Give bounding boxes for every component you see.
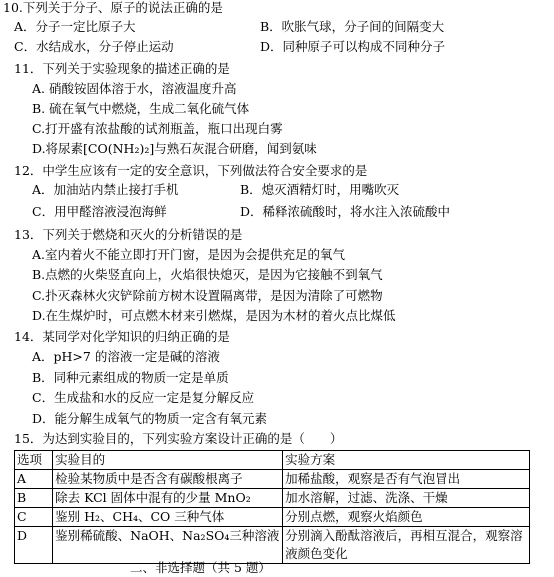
cutoff-section-heading (130, 560, 430, 577)
table-cell: 检验某物质中是否含有碳酸根离子 (53, 470, 283, 489)
table-row (15, 489, 530, 508)
table-cell: 加稀盐酸，观察是否有气泡冒出 (283, 470, 530, 489)
q13-option-a: A.室内着火不能立即打开门窗，是因为会提供充足的氧气 (32, 247, 346, 262)
q12-option-c: C．用甲醛溶液浸泡海鲜 (32, 204, 167, 219)
q13-option-b: B.点燃的火柴竖直向上，火焰很快熄灭，是因为它接触不到氧气 (32, 267, 383, 282)
q13-option-d: D.在生煤炉时，可点燃木材来引燃煤，是因为木材的着火点比煤低 (32, 308, 396, 323)
q10-option-c: C．水结成水，分子停止运动 (14, 39, 174, 54)
cutoff-text: 二、非选择题（共 5 题） (130, 560, 271, 575)
table-cell: 鉴别 H₂、CH₄、CO 三种气体 (53, 508, 283, 527)
table-cell: C (15, 508, 53, 527)
q11-option-a: A. 硝酸铵固体溶于水，溶液温度升高 (32, 81, 237, 96)
q14-option-d: D．能分解生成氧气的物质一定含有氧元素 (32, 411, 268, 426)
q14-stem: 14．某同学对化学知识的归纳正确的是 (14, 329, 230, 344)
q10-stem: 10.下列关于分子、原子的说法正确的是 (3, 0, 223, 15)
table-cell: 分别滴入酚酞溶液后，再相互混合，观察溶液颜色变化 (283, 527, 530, 564)
table-cell: D (15, 527, 53, 564)
q11-option-c: C.打开盛有浓盐酸的试剂瓶盖，瓶口出现白雾 (32, 121, 283, 136)
q10-option-d: D．同种原子可以构成不同种分子 (260, 39, 446, 54)
q14-option-b: B．同种元素组成的物质一定是单质 (32, 370, 229, 385)
experiment-plan-table (14, 450, 530, 564)
table-row (15, 508, 530, 527)
q12-option-d: D．稀释浓硫酸时，将水注入浓硫酸中 (240, 204, 451, 219)
table-cell: 除去 KCl 固体中混有的少量 MnO₂ (53, 489, 283, 508)
table-cell: B (15, 489, 53, 508)
table-header-row (15, 451, 530, 470)
table-header-cell: 选项 (15, 451, 53, 470)
q13-stem: 13．下列关于燃烧和灭火的分析错误的是 (14, 227, 243, 242)
table-cell: A (15, 470, 53, 489)
table-cell: 分别点燃，观察火焰颜色 (283, 508, 530, 527)
q10-option-b: B．吹胀气球，分子间的间隔变大 (260, 19, 445, 34)
q11-option-b: B. 硫在氧气中燃烧，生成二氧化硫气体 (32, 101, 250, 116)
q12-option-a: A．加油站内禁止接打手机 (32, 182, 179, 197)
q15-stem: 15．为达到实验目的，下列实验方案设计正确的是（ ） (14, 431, 343, 446)
q12-stem: 12．中学生应该有一定的安全意识，下列做法符合安全要求的是 (14, 163, 368, 178)
table-cell: 鉴别稀硫酸、NaOH、Na₂SO₄三种溶液 (53, 527, 283, 564)
table-header-cell: 实验方案 (283, 451, 530, 470)
table-cell: 加水溶解，过滤、洗涤、干燥 (283, 489, 530, 508)
q11-stem: 11．下列关于实验现象的描述正确的是 (14, 61, 230, 76)
q13-option-c: C.扑灭森林火灾铲除前方树木设置隔离带，是因为清除了可燃物 (32, 288, 383, 303)
q14-option-a: A．pH>7 的溶液一定是碱的溶液 (32, 349, 220, 364)
table-header-cell: 实验目的 (53, 451, 283, 470)
q12-option-b: B．熄灭酒精灯时，用嘴吹灭 (240, 182, 400, 197)
q11-option-d: D.将尿素[CO(NH₂)₂]与熟石灰混合研磨，闻到氨味 (32, 141, 317, 156)
table-row (15, 470, 530, 489)
q10-option-a: A．分子一定比原子大 (14, 19, 136, 34)
q14-option-c: C．生成盐和水的反应一定是复分解反应 (32, 390, 255, 405)
